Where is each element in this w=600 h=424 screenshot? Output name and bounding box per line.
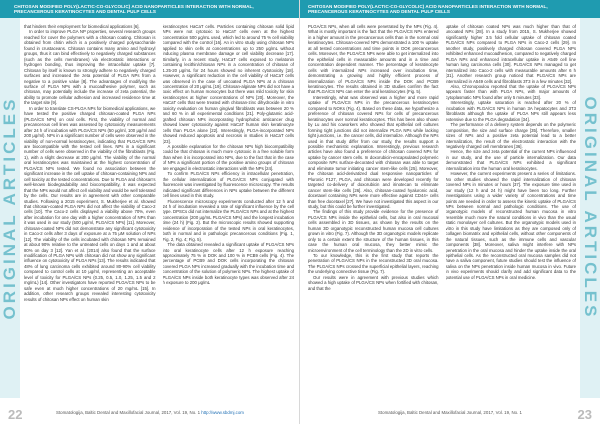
paragraph: Also, Chronopoulou reported that the uptake of PLGA/CS NPs appears faster than with PLGA NPs, with major amounts of cytoplasmatic NPs found after only 5 minutes [33]. <box>445 83 576 100</box>
paragraph: that hinders their employment for biomedical applications [6]. <box>24 24 140 29</box>
running-head: CHITOSAN MODIFIED POLY(LACTIC-CO-GLYCOLIC) ACID NANOPARTICLES INTERACTION WITH NORMAL, PRECANCEROUS KERATINOCYTES AND DENTAL PULP CELLS <box>14 4 254 15</box>
paragraph: Our results were in agreement with previous studies which showed a high uptake of PLGA/CS NPs when fortified with chitosan, and that the <box>308 274 439 291</box>
paragraph: To our knowledge, this is the first study that reports the penetration of PLGA/CS NPs in the reconstructed 3D oral mucosa. The PLGA/CS NPs crossed the superficial epithelial layers, reaching the underlying connective tissue (Fig. 7). <box>308 253 439 275</box>
paragraph: Interestingly, what was observed was a higher and more rapid uptake of PLGA/CS NPs in the precancerous keratinocytes compared to NOKs (Fig. 4). Based on these data, we hypothesize a preference of chitosan covered NPs for cells of precancerous keratinocytes over normal keratinocytes. This has been also shown by Lu and his coworkers who showed that epithelial cell cultures forming tight junctions did not internalize PLGA NPs while lacking tight junctions, i.e. the cancer cells, did internalize. Although the NPs used in that study differ from our study, the results support a possible mechanistic explanation. Interestingly, previous research articles have also found a preference of chitosan covered NPs for uptake by cancer stem cells. In doxorubicin-encapsulated polymeric composite NPs surface-decorated with chitosan was able to target and eliminate tumor initiating cancer stem-like cells [25]. Moreover, the chitosan acid-derivatized dual responsive nanoparticles of Pluronic F127, PLGA, and chitosan were developed recently for targeted co-delivery of doxorubicin and irinotecan to eliminate cancer stem-like cells [26]. Also, chitosan-coated hyaluronic acid, docetaxel containing NPs were more effective against CD44+ cells than free docetaxel [27]. We have not investigated this aspect in our study, but this could be further investigated. <box>308 94 439 209</box>
footer-citation-line <box>0 410 300 415</box>
footer-citation: Stomatologija, Baltic Dental and Maxillofacial Journal, 2017, Vol. 19, No. 1 <box>56 410 201 415</box>
text-column-2 <box>446 24 577 402</box>
paragraph: PLGA/CS NPs, when all cells were penetrated by the NPs (Fig. 4). What is mostly important is the fact that the PLGA/CS NPs entered in a higher amount in the precancerous cells than in the normal oral keratinocytes. Chitosan-covered NPs demonstrated a 100 % uptake at all tested concentrations and time points in DOK precancerous cells. Moreover, the PLGA/CS NPs were able to get internalized into the epithelial cells in measurable amounts and in a time and concentration dependent manner. The percentage of keratinocyte cells with internalized NPs increased over incubation time, demonstrating a growing and highly efficient process of internalization of PLGA/CS NPs inside the DOK and PCB9 keratinocytes. The results obtained in 3D studies confirm the fact that PLGA/CS NPs can enter the oral keratinocytes (Fig. 5). <box>308 24 439 95</box>
paragraph: To confirm PLGA/CS NPs efficiency in intracellular penetration, the cellular internalization of PLGA/CS NPs conjugated with fluorescein was investigated by fluorescence microscopy. The results indicated significant differences in NPs uptake between the different cell lines used in this study. <box>162 171 294 199</box>
paragraph: The data obtained revealed a significant uptake of PLGA/CS NPs into oral keratinocyte cells after 12 h exposure reaching approximately 75 % in DOK and 100 % in PCB9 cells (Fig. 4). The percentage of PCB9 and DOK cells incorporating the chitosan covered PLGA NPs increased gradually with the incubation time and concentration of the solution of polymeric NPs. The highest uptake of PLGA/CS NPs inside both keratinocyte types was observed after 24 h exposure to 200 μg/mL <box>162 242 294 286</box>
running-head: CHITOSAN MODIFIED POLY(LACTIC-CO-GLYCOLIC) ACID NANOPARTICLES INTERACTION WITH NORMAL, PRECANCEROUS KERATINOCYTES AND DENTAL PULP CELLS <box>308 4 548 15</box>
paragraph: keratinocytes HaCaT cells. Particles containing chitosan solid lipid NPs were not cytotoxic to HaCaT cells even at the highest concentration 500 μg/mL used, which led to around 75 % cell viability compared with the control [16]. An in vitro study using chitosan NPs applied to skin cells at concentrations up to 250 μg/mL without inducing plasma membrane damage or cell viability decrease [17]. Similarly, in a recent study, HaCaT cells exposed to melatonin containing lecithin/chitosan NPs in a concentration of chitosan of 1.25-20 μg/mL for 24 hours showed no inherent cytotoxicity [18]. However, a significant reduction in the cell viability of HaCaT cells was observed in the case of uncoated PLGA NPs at a chitosan concentration of 20 μg/mL [19]. Chitosan-alginate NPs did not have a toxic effect on human monocytes but there was mild toxicity for skin keratinocytes at higher concentrations of NPs [20]. Moreover, the HaCaT cells that were treated with chitosan-zinc dihydroxide in vitro toxicity evaluation on human gingival fibroblasts was between 20 % and 60 % in all experimental conditions [21]. Poly-glutamic acid-grafted chitosan NPs incorporating hydrophobic anticancer drug showed lower cytotoxicity against HaCaT human skin keratinocyte cells than PLGA alone [22]. Interestingly, PLGA-incorporated NPs showed reduced apoptosis and necrosis in studies in HaCaT cells [23]. <box>162 24 294 144</box>
footer-citation: Stomatologija, Baltic Dental and Maxillofacial Journal, 2017, Vol. 19, No. 1 <box>378 410 522 415</box>
page-number: 23 <box>577 407 592 422</box>
paragraph: In order to improve PLGA NP properties, several research groups reached for cover the polymers with a chitosan coating. Chitosan is obtained from chitin which is a positively charged polysaccharide found in crustaceans. Chitosan contains many amino and hydroxyl groups, thus it can bind effectively to negatively charged substances (such as the cells membranes) via electrostatic interactions or hydrogen bonding, thus improving the intracellular uptake [7]. Chitosan by itself is known to strongly adhere to negatively charged surfaces and increased the zeta potential of PLGA NPs from a negative to a positive value [8]. The advantages of modifying the surface of PLGA NPs with a mucoadhesive polymer, such as chitosan, may potentially include the increase of zeta potential, the ability to promote cellular adhesion and increased residence time at the target site [9]. <box>24 29 156 106</box>
paragraph: uptake of chitosan coated NPs was much higher than that of uncoated NPs [28]. In a study from 2015, S. Mukherjee showed significantly higher 3.5 fold cellular uptake of chitosan coated PLGA/CS NPs compared to PLGA NPs in Caco-2 cells [29]. In another study, positively charged chitosan covered PLGA NPs exhibited enhanced mucoadhesion, compared to negatively charged PLGA NPs and enhanced intracellular uptake in A549 cell line human lung carcinoma cells [30]. PLGA/CS NPs managed to get internalized into Caco-2 cells with measurable amounts after 6 h [31]. Another research group noticed that PLGA/CS NPs are internalized in A549 cells and fibroblasts 3T3 in a few minutes [32]. <box>445 24 576 84</box>
side-tag-label: ORIGINAL ARTICLES <box>581 96 600 320</box>
header-band <box>0 0 300 18</box>
header-band <box>300 0 600 18</box>
right-page <box>300 0 600 424</box>
paragraph: However, the current experiments present a series of limitations. No other studies showed the rapid internalization of chitosan covered NPs in minutes or hours [37]. The exposure time used in our study (12 h and 24 h) might have been too long. Further investigations using a wider variety of concentrations and time points are needed in order to assess the kinetic uptake of PLGA/CS NPs between normal and pathologic conditions. The use of organotypic models of reconstructed human mucosa in vitro resemble much more the natural conditions in vivo than the usual static monolayer cell cultures. But the organotypic models used in vitro in this study have limitations as they are composed only of collagen biomatrix and epithelial cells, without other components of the natural tissues, such as the immune cells and vascular components [38]. Moreover, saliva might interfere with NPs penetration in the oral mucosa and hinder the uptake inside the oral epithelial cells. As the reconstructed oral mucosa samples did not have a saliva component, future studies should test the influence of saliva on the NPs penetration inside human mucosa in vivo. Future in vivo experiments should clarify and add significant data to the potential use of PLGA/CS NPs in oral medicine. <box>445 171 576 280</box>
paragraph: Hence, the size and zeta potential of the current NPs influenced in our study, and the use of particle internalization. Our data demonstrated that PLGA/CS NPs exhibited a significant internalization into the human oral keratinocytes. <box>445 149 576 171</box>
footer-citation-line <box>300 410 600 415</box>
text-column-1 <box>308 24 439 402</box>
paragraph: In order to translate CS-PLGA NPs for biomedical applications, we have tested the positive charged chitosan-coated PLGA NPs (PLGA/CS NPs) on oral cells. First, the viability of normal and precancerous cell lines was assessed by cytotoxicity measurements after 24 h of incubation with PLGA/CS NPs (50 μg/ml, 100 μg/ml and 200 μg/ml). NPs in a significant number of cells were observed in the viability of non-normal keratinocytes, indicating that PLGA/CS NPs are biocompatible with the tested cell lines. NPs in a significant number of cells were observed in the viability of the fibroblasts (Fig. 1), with a slight decrease at 200 μg/ml. The viability of the normal oral keratinocytes was maintained at the highest concentration of PLGA/CS NPs tested. We found no association between the significant increase in the cell uptake of chitosan-containing NPs and cell toxicity at the tested concentrations. Due to PLGA and chitosan's well-known biodegradability and biocompatibility, it was expected that the NPs would not affect cell viability and would be well tolerated by the cells. Our results are in agreement with other comparable studies. Following a 2015 experiment, S. Mukherjee et al. showed that chitosan-coated PLGA NPs did not affect the viability of Caco-2 cells [10]. The Caco-2 cells displayed a viability above 70%, even after incubation for one day with a higher concentration of NPs than it was used in our study (500 μg/ml, PLGA/CS NPs) [11]. Moreover, chitosan-coated NPs did not demonstrate any significant cytotoxicity in Caco-2 cells after 3 days of exposure at a 75 μM solution of NPs [12]. The viability of the cells incubated with chitosan NPs remained at about 90% relative to the untreated cells on days 1 and at about 80% on day 3 [12]. Yan et al. (2014) also found that the surface modification of PLGA NPs with chitosan did not show any significant influence on cytotoxicity of PLGA NPs [13]. The results indicated that 48% of lung carcinoma cells exhibited around 80-90% cell viability compared to control cells at 10 μg/ml, representing an acceptable level of toxicity for PLGA/CS NPs (0.25, 0.5, 1.0, 1.25, 1.5 and 2 mg/mL) [14]. Other investigators have reported PLGA/CS NPs to be safe even at much higher concentrations of 20 mg/mL [15]. In addition, other research groups revealed interesting cytotoxicity results of chitosan NPs effect on human skin <box>24 105 156 302</box>
text-columns <box>24 24 294 402</box>
page-footer <box>0 407 300 424</box>
paragraph: The findings of this study provide evidence for the presence of PLGA/CS NPs inside the epithelial cells, but also in oral mucosal cells assembled in 3D tissues, as shown by the results on the human 3D organotypic reconstructed human mucosa cell cultures grown in vitro (Fig. 7). Although the 3D organotypic models replicate only to a certain extent the structure of the human tissues, in this case the human oral mucosa, they better mimic the microenvironment of the cell terminology than the 2D in vitro cells. <box>308 209 439 253</box>
paragraph: Fluorescence microscopy experiments conducted after 12 h and 24 h of incubation revealed a rate of significant influence by the cell type. DPSCs did not internalize the PLGA/CS NPs and at the highest concentration (200 μg/mL PLGA/CS NPs) and the longest incubation time (24 h) (Fig. 2). But the microscopic results showed supporting evidence of incorporation of the tested NPs in oral keratinocytes, both in normal and in pathologic precancerous conditions (Fig. 1, Fig. 2, Fig. 4; Fig. 5). <box>162 198 294 242</box>
page-number: 22 <box>8 407 23 422</box>
paragraph: Interestingly, uptake saturation is reached after 20 % of incubation with PLGA/CS NPs in human 3A hepatocytes and 3T3 fibroblasts although the uptake of PLGA NPs still appears less extensive due to the PLGA degradation [34]. <box>445 100 576 122</box>
side-tag-label: ORIGINAL ARTICLES <box>0 96 19 320</box>
text-column-1 <box>24 24 156 402</box>
side-tag <box>0 18 20 398</box>
paragraph: A possible explanation for the chitosan NPs high biocompatibility could be that chitosan is much more cytotoxic in a free soluble form than when it is incorporated into NPs, due to the fact that in the case of NPs a significant portion of the positive amino groups of chitosan are engaged in electrostatic interactions with the NPs [24]. <box>162 143 294 171</box>
footer-link[interactable]: http://www.sbdmj.com <box>201 410 244 415</box>
text-columns <box>308 24 576 402</box>
text-column-2 <box>163 24 295 402</box>
paragraph: The performance of a delivery system depends on the polymeric composition, the size and surface charge [35]. Therefore, smaller sizes of NPs and a positive zeta potential lead to a better internalization, the result of the electrostatic interaction with the negatively charged cell membranes [36]. <box>445 122 576 149</box>
page-footer <box>300 407 600 424</box>
side-tag <box>580 18 600 398</box>
